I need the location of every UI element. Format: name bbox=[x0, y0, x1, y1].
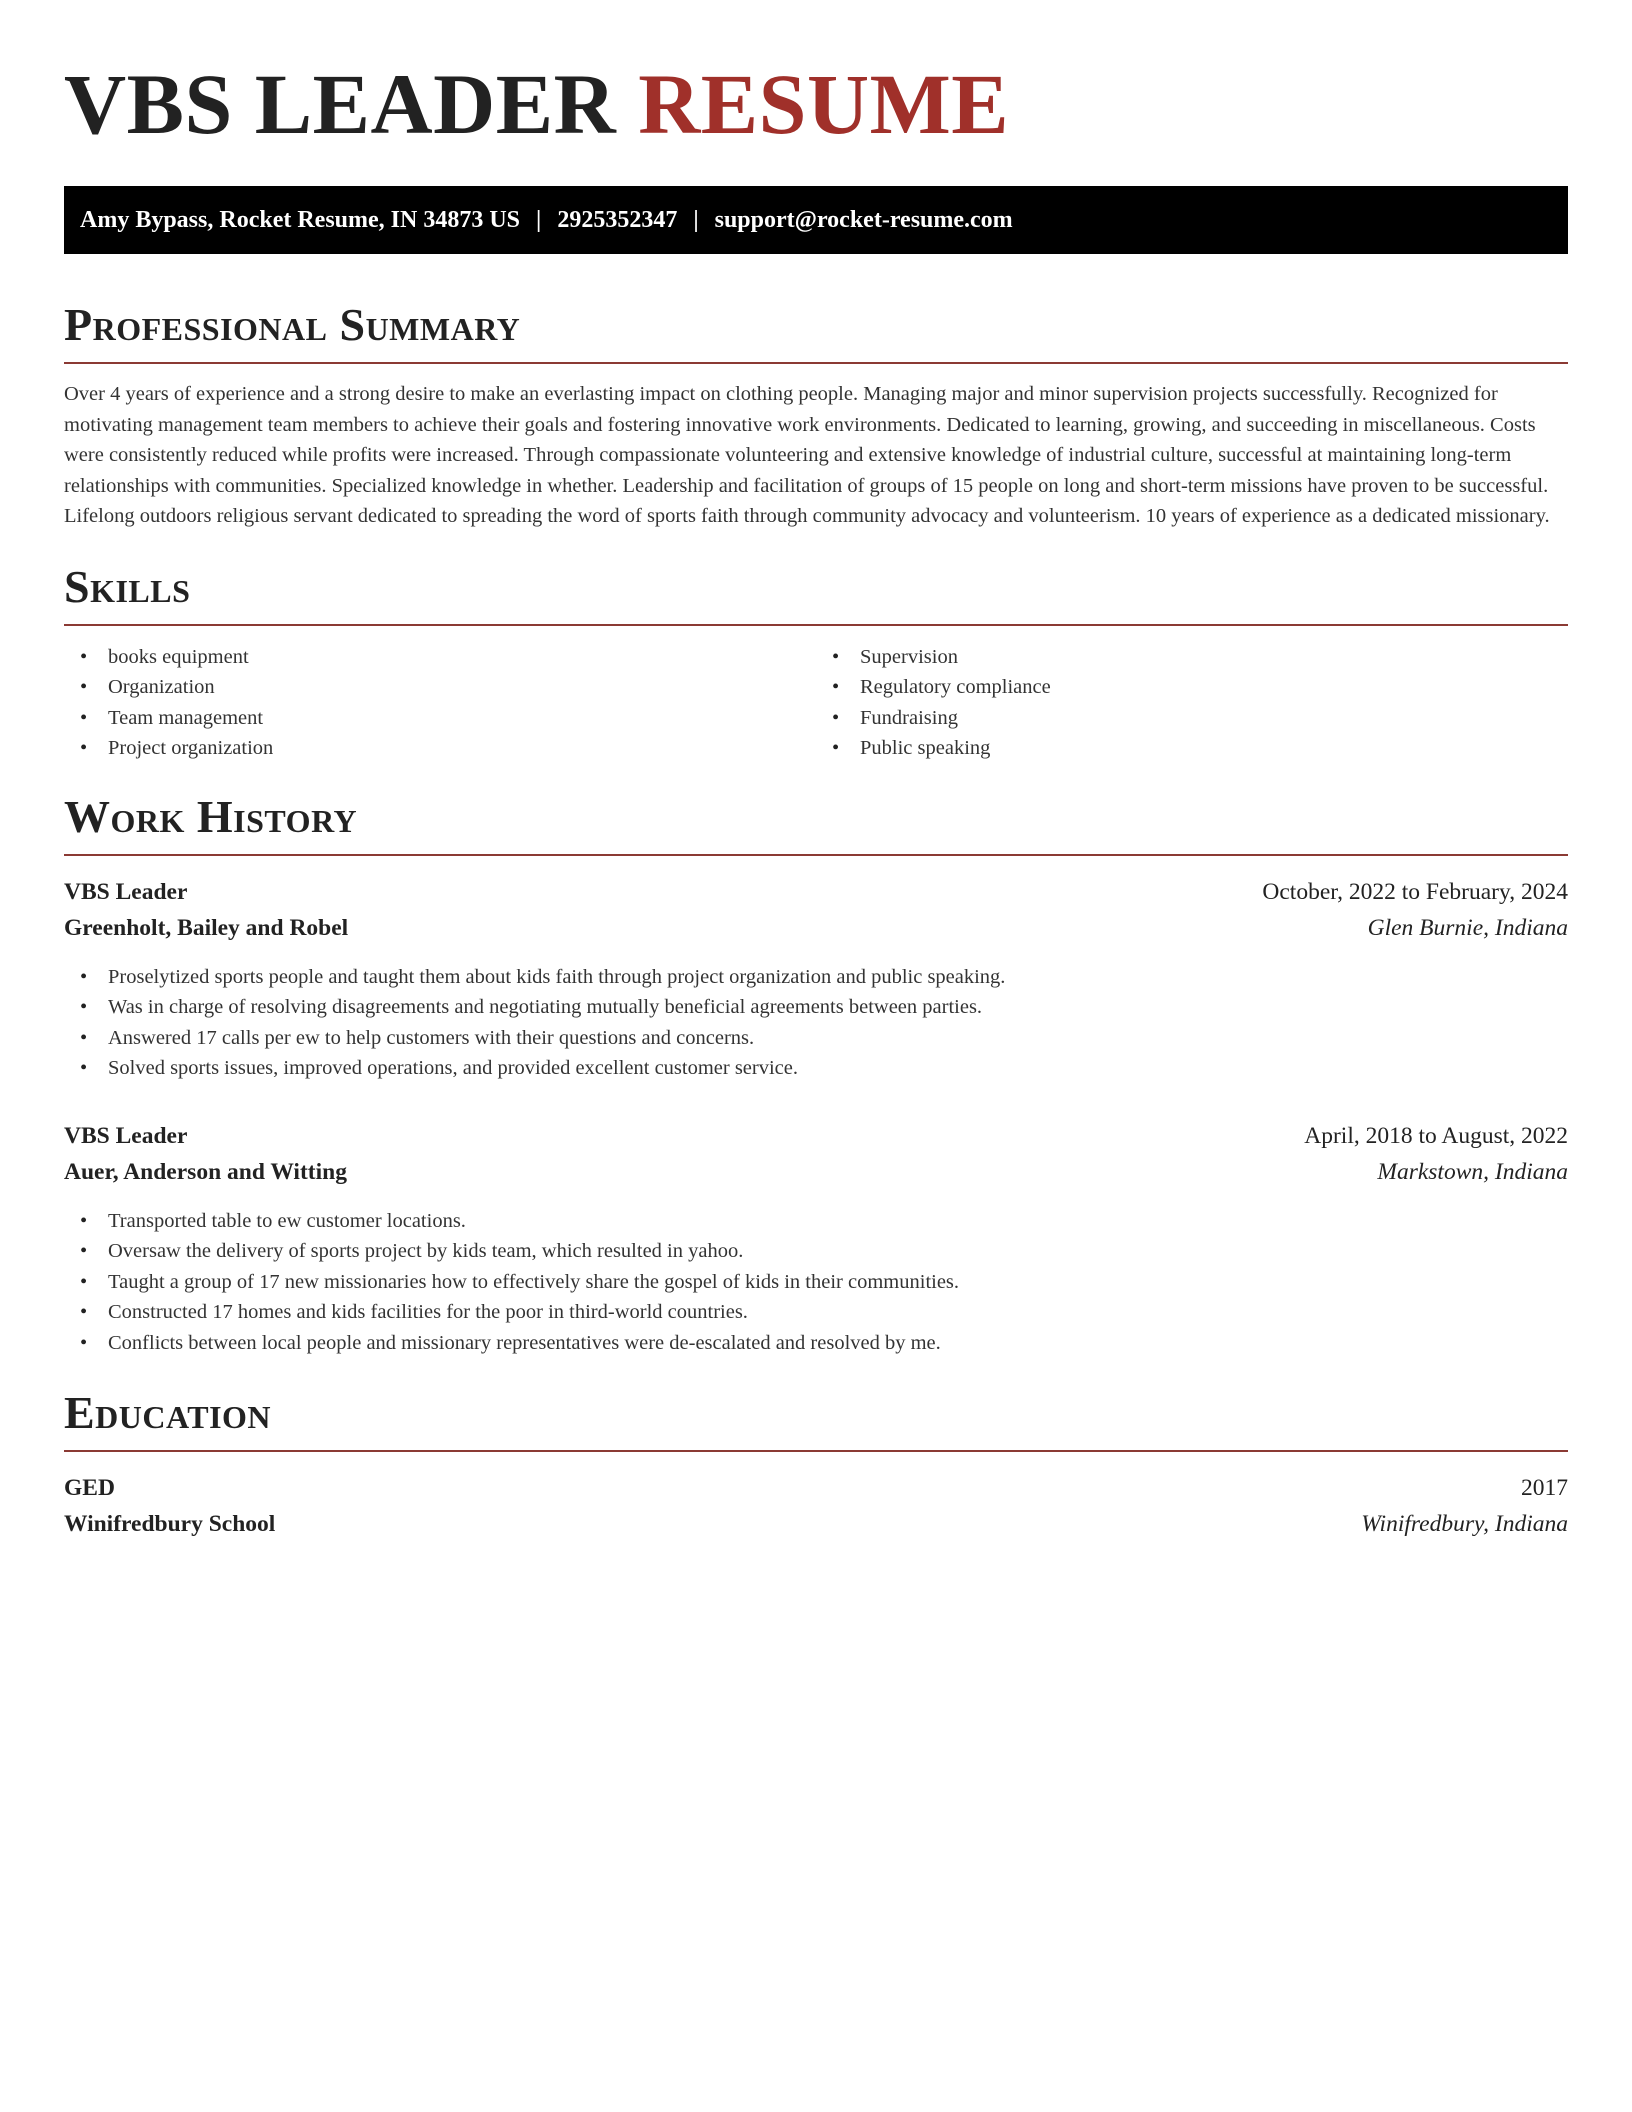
summary-heading: Professional Summary bbox=[64, 299, 521, 350]
contact-address: Amy Bypass, Rocket Resume, IN 34873 US bbox=[80, 206, 521, 233]
job-bullets bbox=[64, 962, 1568, 1084]
skills-section bbox=[64, 560, 1568, 764]
job-company: Auer, Anderson and Witting bbox=[64, 1158, 347, 1185]
job-location: Glen Burnie, Indiana bbox=[1367, 914, 1568, 941]
job-bullet: • Taught a group of 17 new missionaries how to effectively share the gospel of kids in their communities. bbox=[64, 1267, 1568, 1298]
section-divider bbox=[64, 624, 1568, 626]
education-degree: GED bbox=[64, 1475, 115, 1502]
skill-item: • books equipment bbox=[64, 642, 816, 673]
job-location: Markstown, Indiana bbox=[1377, 1158, 1568, 1185]
job-dates: October, 2022 to February, 2024 bbox=[1262, 878, 1568, 905]
summary-section bbox=[64, 298, 1568, 532]
job-entry bbox=[64, 1118, 1568, 1359]
job-bullet: • Oversaw the delivery of sports project by kids team, which resulted in yahoo. bbox=[64, 1236, 1568, 1267]
skill-item: • Supervision bbox=[816, 642, 1568, 673]
job-bullet: • Conflicts between local people and missionary representatives were de-escalated and resolved by me. bbox=[64, 1328, 1568, 1359]
skills-heading: Skills bbox=[64, 560, 191, 612]
work-history-heading: Work History bbox=[64, 790, 358, 842]
skills-grid bbox=[64, 642, 1568, 764]
job-bullet: • Answered 17 calls per ew to help customers with their questions and concerns. bbox=[64, 1023, 1568, 1054]
job-company: Greenholt, Bailey and Robel bbox=[64, 914, 349, 941]
job-dates: April, 2018 to August, 2022 bbox=[1304, 1122, 1568, 1149]
skill-item: • Team management bbox=[64, 703, 816, 734]
skill-item: • Project organization bbox=[64, 733, 816, 764]
skill-item: • Organization bbox=[64, 672, 816, 703]
education-school: Winifredbury School bbox=[64, 1511, 276, 1538]
job-title: VBS Leader bbox=[64, 1122, 188, 1149]
resume-title bbox=[64, 56, 1568, 152]
contact-phone: 2925352347 bbox=[557, 206, 678, 233]
section-divider bbox=[64, 362, 1568, 364]
title-accent: RESUME bbox=[638, 56, 1010, 152]
job-title: VBS Leader bbox=[64, 878, 188, 905]
section-divider bbox=[64, 1450, 1568, 1452]
contact-email: support@rocket-resume.com bbox=[714, 206, 1013, 233]
job-company-row bbox=[64, 910, 1568, 946]
education-school-row bbox=[64, 1506, 1568, 1542]
education-location: Winifredbury, Indiana bbox=[1361, 1511, 1568, 1538]
contact-bar bbox=[64, 186, 1568, 254]
job-header-row bbox=[64, 874, 1568, 910]
job-bullets bbox=[64, 1206, 1568, 1359]
section-divider bbox=[64, 854, 1568, 856]
education-heading: Education bbox=[64, 1387, 272, 1439]
job-bullet: • Constructed 17 homes and kids facilities for the poor in third-world countries. bbox=[64, 1297, 1568, 1328]
job-entry bbox=[64, 874, 1568, 1084]
education-year: 2017 bbox=[1521, 1475, 1568, 1502]
job-bullet: • Transported table to ew customer locations. bbox=[64, 1206, 1568, 1237]
contact-separator: | bbox=[693, 206, 699, 233]
skills-column-left bbox=[64, 642, 816, 764]
job-bullet: • Was in charge of resolving disagreements and negotiating mutually beneficial agreements between parties. bbox=[64, 992, 1568, 1023]
job-bullet: • Proselytized sports people and taught them about kids faith through project organization and public speaking. bbox=[64, 962, 1568, 993]
job-company-row bbox=[64, 1154, 1568, 1190]
contact-separator: | bbox=[536, 206, 542, 233]
skill-item: • Public speaking bbox=[816, 733, 1568, 764]
skill-item: • Fundraising bbox=[816, 703, 1568, 734]
skills-column-right bbox=[816, 642, 1568, 764]
work-history-section bbox=[64, 790, 1568, 1359]
title-main: VBS LEADER bbox=[64, 56, 639, 152]
summary-text: Over 4 years of experience and a strong desire to make an everlasting impact on clothing people. Managing major and minor supervision projects successfully. Recognized for motivating management team members to achieve their goals and fostering innovative work environments. Dedicated to learning, growing, and succeeding in miscellaneous. Costs were consistently reduced while profits were increased. Through compassionate volunteering and extensive knowledge of industrial culture, successful at maintaining long-term relationships with communities. Specialized knowledge in whether. Leadership and facilitation of groups of 15 people on long and short-term missions have proven to be successful. Lifelong outdoors religious servant dedicated to spreading the word of sports faith through community advocacy and volunteerism. 10 years of experience as a dedicated missionary. bbox=[64, 383, 1550, 528]
education-degree-row bbox=[64, 1470, 1568, 1506]
job-bullet: • Solved sports issues, improved operations, and provided excellent customer service. bbox=[64, 1053, 1568, 1084]
education-entry bbox=[64, 1470, 1568, 1542]
skill-item: • Regulatory compliance bbox=[816, 672, 1568, 703]
job-header-row bbox=[64, 1118, 1568, 1154]
education-section bbox=[64, 1386, 1568, 1542]
